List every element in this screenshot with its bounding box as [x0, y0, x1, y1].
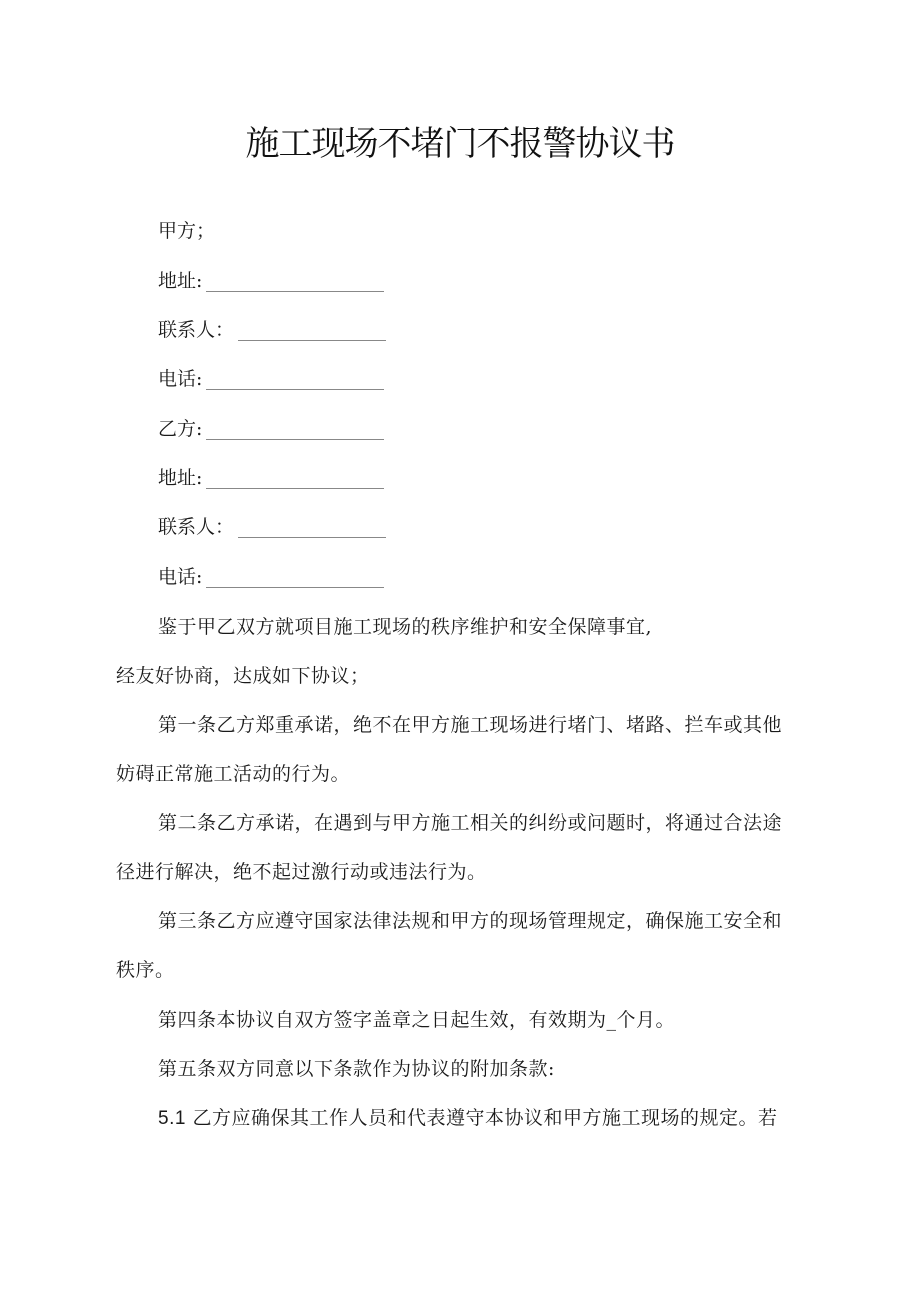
- article-4: 第四条本协议自双方签字盖章之日起生效，有效期为_个月。: [158, 1009, 676, 1031]
- party-a-label-text: 甲方；: [158, 220, 216, 242]
- party-a-label: [158, 218, 215, 244]
- party-b-phone-row: [158, 564, 384, 590]
- party-b-contact-row: [158, 514, 386, 540]
- party-b-contact-label: 联系人：: [158, 516, 235, 538]
- party-a-contact-label: 联系人：: [158, 319, 235, 341]
- article-5: 第五条双方同意以下条款作为协议的附加条款:: [158, 1058, 555, 1080]
- article-1-line-1: 第一条乙方郑重承诺，绝不在甲方施工现场进行堵门、堵路、拦车或其他: [158, 714, 783, 736]
- clause-5-1-text: 乙方应确保其工作人员和代表遵守本协议和甲方施工现场的规定。若: [192, 1107, 778, 1129]
- article-3-line-1: 第三条乙方应遵守国家法律法规和甲方的现场管理规定，确保施工安全和: [158, 910, 783, 932]
- article-1-line-2: 妨碍正常施工活动的行为。: [116, 763, 351, 785]
- party-b-name-field[interactable]: [206, 421, 384, 440]
- party-b-label: 乙方:: [158, 418, 203, 440]
- party-a-phone-label: 电话:: [158, 368, 203, 390]
- party-a-address-field[interactable]: [206, 273, 384, 292]
- article-3-line-2: 秩序。: [116, 959, 175, 981]
- party-b-address-row: [158, 465, 384, 491]
- intro-line-1: 鉴于甲乙双方就项目施工现场的秩序维护和安全保障事宜,: [158, 616, 653, 638]
- party-b-address-label: 地址:: [158, 467, 203, 489]
- party-b-contact-field[interactable]: [238, 519, 386, 538]
- article-2-line-1: 第二条乙方承诺，在遇到与甲方施工相关的纠纷或问题时，将通过合法途: [158, 812, 783, 834]
- party-a-address-label: 地址:: [158, 270, 203, 292]
- party-b-phone-label: 电话:: [158, 566, 203, 588]
- clause-5-1: [158, 1105, 777, 1132]
- clause-5-1-number: 5.1: [158, 1108, 186, 1129]
- document-title: 施工现场不堵门不报警协议书: [245, 124, 675, 164]
- party-a-contact-field[interactable]: [238, 322, 386, 341]
- party-b-row: [158, 416, 384, 442]
- party-a-contact-row: [158, 317, 386, 343]
- party-a-address-row: [158, 268, 384, 294]
- article-2-line-2: 径进行解决，绝不起过激行动或违法行为。: [116, 861, 487, 883]
- party-a-phone-field[interactable]: [206, 371, 384, 390]
- party-a-phone-row: [158, 366, 384, 392]
- party-b-address-field[interactable]: [206, 470, 384, 489]
- party-b-phone-field[interactable]: [206, 569, 384, 588]
- intro-line-2: 经友好协商，达成如下协议；: [116, 665, 370, 687]
